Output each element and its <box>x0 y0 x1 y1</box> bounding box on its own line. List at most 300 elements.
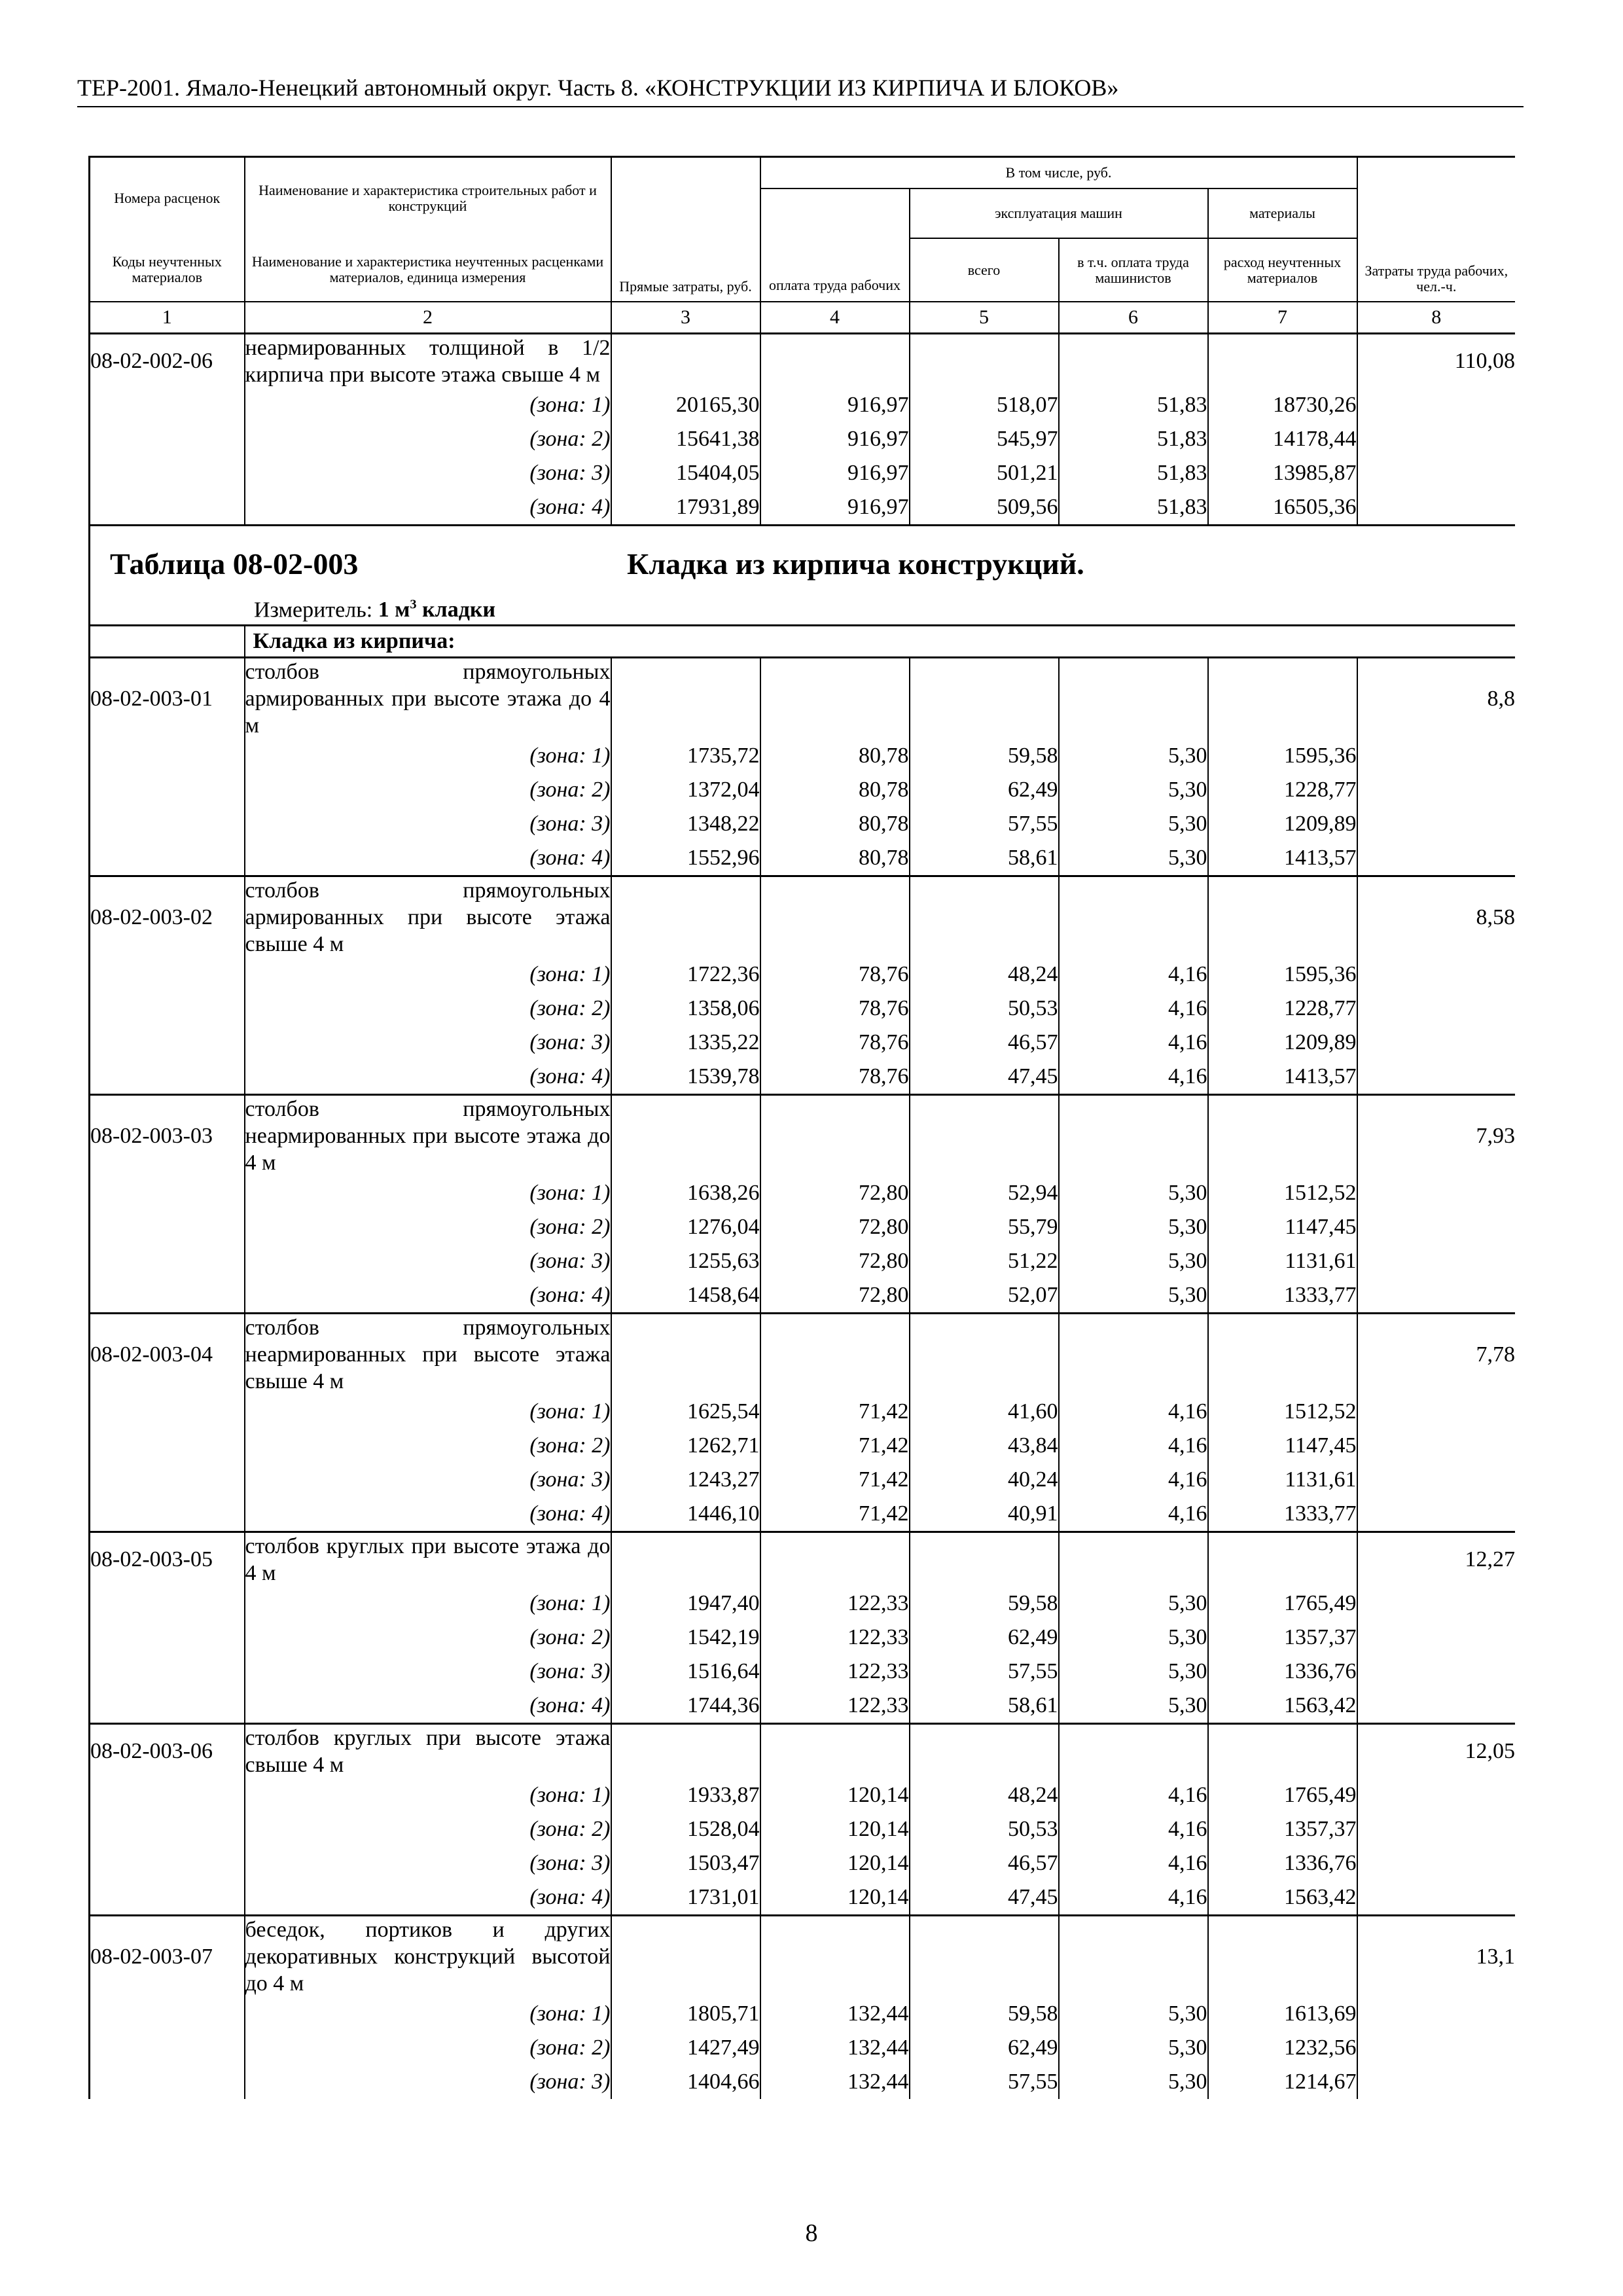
empty-cell <box>1357 807 1515 841</box>
empty-cell <box>910 334 1059 389</box>
header-direct-costs: Прямые затраты, руб. <box>611 157 760 302</box>
zone-label: (зона: 2) <box>245 992 611 1026</box>
materials-value: 1336,76 <box>1208 1846 1357 1880</box>
zone-label: (зона: 1) <box>245 1395 611 1429</box>
table-body <box>90 334 1516 2100</box>
table-row <box>90 1314 1516 1395</box>
wages-value: 78,76 <box>760 1060 910 1095</box>
empty-cell <box>1059 876 1208 958</box>
machines-value: 62,49 <box>910 773 1059 807</box>
materials-value: 1413,57 <box>1208 841 1357 876</box>
empty-cell <box>90 1689 245 1724</box>
empty-cell <box>760 876 910 958</box>
wages-value: 132,44 <box>760 2065 910 2099</box>
empty-cell <box>90 1176 245 1210</box>
machines-value: 47,45 <box>910 1880 1059 1916</box>
materials-value: 1563,42 <box>1208 1880 1357 1916</box>
empty-cell <box>1357 388 1515 422</box>
wages-value: 71,42 <box>760 1395 910 1429</box>
machines-value: 59,58 <box>910 1997 1059 2031</box>
empty-cell <box>1357 2031 1515 2065</box>
machines-value: 52,94 <box>910 1176 1059 1210</box>
labor-costs: 7,78 <box>1357 1314 1515 1395</box>
operators-value: 51,83 <box>1059 422 1208 456</box>
column-number: 3 <box>611 302 760 334</box>
wages-value: 120,14 <box>760 1846 910 1880</box>
zone-row <box>90 958 1516 992</box>
empty-cell <box>90 1429 245 1463</box>
zone-label: (зона: 3) <box>245 1463 611 1497</box>
materials-value: 1228,77 <box>1208 992 1357 1026</box>
empty-cell <box>90 1587 245 1621</box>
zone-row <box>90 2065 1516 2099</box>
materials-value: 1765,49 <box>1208 1778 1357 1812</box>
empty-cell <box>1208 658 1357 740</box>
empty-cell <box>90 1997 245 2031</box>
operators-value: 5,30 <box>1059 739 1208 773</box>
empty-cell <box>910 1916 1059 1998</box>
empty-cell <box>760 334 910 389</box>
empty-cell <box>1208 334 1357 389</box>
wages-value: 78,76 <box>760 958 910 992</box>
zone-label: (зона: 1) <box>245 1778 611 1812</box>
column-number: 5 <box>910 302 1059 334</box>
direct-costs-value: 1458,64 <box>611 1278 760 1314</box>
materials-value: 1413,57 <box>1208 1060 1357 1095</box>
header-work-name: Наименование и характеристика строительных работ и конструкций <box>245 157 611 239</box>
wages-value: 916,97 <box>760 456 910 490</box>
machines-value: 59,58 <box>910 1587 1059 1621</box>
zone-label: (зона: 2) <box>245 2031 611 2065</box>
rate-code: 08-02-003-01 <box>90 658 245 740</box>
zone-row <box>90 1655 1516 1689</box>
machines-value: 501,21 <box>910 456 1059 490</box>
empty-cell <box>1208 1724 1357 1779</box>
wages-value: 80,78 <box>760 807 910 841</box>
zone-label: (зона: 3) <box>245 456 611 490</box>
header-labor-costs: Затраты труда рабочих, чел.-ч. <box>1357 157 1515 302</box>
empty-cell <box>1208 876 1357 958</box>
operators-value: 5,30 <box>1059 1689 1208 1724</box>
empty-cell <box>611 1314 760 1395</box>
empty-cell <box>611 1095 760 1177</box>
materials-value: 1209,89 <box>1208 807 1357 841</box>
empty-cell <box>760 1532 910 1587</box>
rate-code: 08-02-003-07 <box>90 1916 245 1998</box>
zone-row <box>90 1621 1516 1655</box>
empty-cell <box>910 876 1059 958</box>
zone-row <box>90 1244 1516 1278</box>
machines-value: 509,56 <box>910 490 1059 526</box>
empty-cell <box>1357 1880 1515 1916</box>
wages-value: 72,80 <box>760 1244 910 1278</box>
zone-row <box>90 1812 1516 1846</box>
direct-costs-value: 1722,36 <box>611 958 760 992</box>
empty-cell <box>760 1095 910 1177</box>
rate-description: столбов прямоугольных неармированных при высоте этажа до 4 м <box>245 1095 611 1177</box>
direct-costs-value: 1744,36 <box>611 1689 760 1724</box>
wages-value: 72,80 <box>760 1278 910 1314</box>
materials-value: 1228,77 <box>1208 773 1357 807</box>
zone-row <box>90 1497 1516 1532</box>
operators-value: 5,30 <box>1059 1278 1208 1314</box>
table-row <box>90 1532 1516 1587</box>
wages-value: 120,14 <box>760 1880 910 1916</box>
running-header: ТЕР-2001. Ямало-Ненецкий автономный округ. Часть 8. «КОНСТРУКЦИИ ИЗ КИРПИЧА И БЛОКОВ» <box>77 73 1524 107</box>
section-heading: Кладка из кирпича: <box>245 626 1516 658</box>
materials-value: 1336,76 <box>1208 1655 1357 1689</box>
table-row <box>90 1724 1516 1779</box>
zone-row <box>90 1429 1516 1463</box>
machines-value: 545,97 <box>910 422 1059 456</box>
zone-row <box>90 1278 1516 1314</box>
labor-costs: 12,05 <box>1357 1724 1515 1779</box>
direct-costs-value: 1805,71 <box>611 1997 760 2031</box>
zone-label: (зона: 3) <box>245 1846 611 1880</box>
rate-code: 08-02-003-03 <box>90 1095 245 1177</box>
empty-cell <box>90 1846 245 1880</box>
operators-value: 4,16 <box>1059 1395 1208 1429</box>
rate-description: столбов круглых при высоте этажа до 4 м <box>245 1532 611 1587</box>
operators-value: 4,16 <box>1059 1497 1208 1532</box>
materials-value: 1333,77 <box>1208 1497 1357 1532</box>
machines-value: 41,60 <box>910 1395 1059 1429</box>
header-machines-group: эксплуатация машин <box>910 188 1208 238</box>
rate-description: столбов прямоугольных неармированных при высоте этажа свыше 4 м <box>245 1314 611 1395</box>
empty-cell <box>910 658 1059 740</box>
wages-value: 122,33 <box>760 1689 910 1724</box>
empty-cell <box>611 1532 760 1587</box>
zone-label: (зона: 1) <box>245 1176 611 1210</box>
table-title-row <box>90 526 1516 626</box>
empty-cell <box>90 2031 245 2065</box>
table-title-block <box>90 526 1515 624</box>
wages-value: 122,33 <box>760 1621 910 1655</box>
page-number: 8 <box>805 2219 818 2247</box>
rate-code: 08-02-003-05 <box>90 1532 245 1587</box>
column-number: 8 <box>1357 302 1515 334</box>
zone-row <box>90 773 1516 807</box>
empty-cell <box>1357 1846 1515 1880</box>
direct-costs-value: 15641,38 <box>611 422 760 456</box>
empty-cell <box>90 1655 245 1689</box>
machines-value: 43,84 <box>910 1429 1059 1463</box>
labor-costs: 13,1 <box>1357 1916 1515 1998</box>
operators-value: 5,30 <box>1059 1587 1208 1621</box>
empty-cell <box>910 1314 1059 1395</box>
zone-row <box>90 807 1516 841</box>
measure-superscript: 3 <box>410 598 417 612</box>
empty-cell <box>1357 1244 1515 1278</box>
materials-value: 1765,49 <box>1208 1587 1357 1621</box>
wages-value: 71,42 <box>760 1463 910 1497</box>
materials-value: 1512,52 <box>1208 1395 1357 1429</box>
rates-table <box>88 156 1515 2099</box>
materials-value: 1209,89 <box>1208 1026 1357 1060</box>
materials-value: 1595,36 <box>1208 958 1357 992</box>
empty-cell <box>910 1724 1059 1779</box>
zone-label: (зона: 2) <box>245 422 611 456</box>
header-unaccounted-materials: расход неучтенных материалов <box>1208 238 1357 302</box>
empty-cell <box>1357 1997 1515 2031</box>
empty-cell <box>611 658 760 740</box>
operators-value: 4,16 <box>1059 1812 1208 1846</box>
labor-costs: 8,58 <box>1357 876 1515 958</box>
direct-costs-value: 1446,10 <box>611 1497 760 1532</box>
materials-value: 1357,37 <box>1208 1812 1357 1846</box>
rate-description: столбов прямоугольных армированных при высоте этажа до 4 м <box>245 658 611 740</box>
empty-cell <box>1357 1778 1515 1812</box>
machines-value: 48,24 <box>910 1778 1059 1812</box>
empty-cell <box>1357 739 1515 773</box>
header-wages: оплата труда рабочих <box>760 188 910 302</box>
table-row <box>90 658 1516 740</box>
wages-value: 78,76 <box>760 992 910 1026</box>
zone-label: (зона: 4) <box>245 1060 611 1095</box>
rate-description: столбов прямоугольных армированных при высоте этажа свыше 4 м <box>245 876 611 958</box>
operators-value: 4,16 <box>1059 1060 1208 1095</box>
empty-cell <box>1208 1916 1357 1998</box>
labor-costs: 7,93 <box>1357 1095 1515 1177</box>
operators-value: 5,30 <box>1059 2065 1208 2099</box>
column-number: 4 <box>760 302 910 334</box>
materials-value: 13985,87 <box>1208 456 1357 490</box>
empty-cell <box>1357 1429 1515 1463</box>
machines-value: 50,53 <box>910 992 1059 1026</box>
zone-label: (зона: 4) <box>245 1497 611 1532</box>
wages-value: 72,80 <box>760 1210 910 1244</box>
empty-cell <box>90 1026 245 1060</box>
empty-cell <box>1357 2065 1515 2099</box>
machines-value: 40,91 <box>910 1497 1059 1532</box>
empty-cell <box>1357 1176 1515 1210</box>
direct-costs-value: 1735,72 <box>611 739 760 773</box>
materials-value: 1147,45 <box>1208 1210 1357 1244</box>
zone-label: (зона: 1) <box>245 739 611 773</box>
empty-cell <box>1059 1916 1208 1998</box>
empty-cell <box>90 1812 245 1846</box>
materials-value: 1613,69 <box>1208 1997 1357 2031</box>
machines-value: 47,45 <box>910 1060 1059 1095</box>
operators-value: 5,30 <box>1059 841 1208 876</box>
direct-costs-value: 1243,27 <box>611 1463 760 1497</box>
zone-label: (зона: 1) <box>245 1587 611 1621</box>
wages-value: 916,97 <box>760 388 910 422</box>
empty-cell <box>760 1916 910 1998</box>
operators-value: 5,30 <box>1059 2031 1208 2065</box>
operators-value: 5,30 <box>1059 1244 1208 1278</box>
direct-costs-value: 1404,66 <box>611 2065 760 2099</box>
empty-cell <box>90 739 245 773</box>
empty-cell <box>1059 334 1208 389</box>
empty-cell <box>90 1210 245 1244</box>
materials-value: 16505,36 <box>1208 490 1357 526</box>
zone-row <box>90 1587 1516 1621</box>
machines-value: 46,57 <box>910 1026 1059 1060</box>
empty-cell <box>1059 1095 1208 1177</box>
wages-value: 122,33 <box>760 1587 910 1621</box>
direct-costs-value: 15404,05 <box>611 456 760 490</box>
operators-value: 5,30 <box>1059 1621 1208 1655</box>
table-number: Таблица 08-02-003 <box>110 547 359 581</box>
measure-unit <box>254 592 495 623</box>
direct-costs-value: 17931,89 <box>611 490 760 526</box>
empty-cell <box>1357 773 1515 807</box>
labor-costs: 12,27 <box>1357 1532 1515 1587</box>
operators-value: 51,83 <box>1059 456 1208 490</box>
machines-value: 46,57 <box>910 1846 1059 1880</box>
direct-costs-value: 1358,06 <box>611 992 760 1026</box>
operators-value: 5,30 <box>1059 1997 1208 2031</box>
wages-value: 71,42 <box>760 1429 910 1463</box>
empty-cell <box>611 1724 760 1779</box>
header-materials-group: материалы <box>1208 188 1357 238</box>
machines-value: 57,55 <box>910 807 1059 841</box>
direct-costs-value: 1335,22 <box>611 1026 760 1060</box>
empty-cell <box>1357 422 1515 456</box>
zone-label: (зона: 2) <box>245 1812 611 1846</box>
header-including-group: В том числе, руб. <box>760 157 1357 189</box>
empty-cell <box>90 807 245 841</box>
zone-row <box>90 739 1516 773</box>
zone-label: (зона: 1) <box>245 1997 611 2031</box>
empty-cell <box>90 1278 245 1314</box>
empty-cell <box>90 1880 245 1916</box>
zone-row <box>90 388 1516 422</box>
operators-value: 4,16 <box>1059 1846 1208 1880</box>
empty-cell <box>1357 1497 1515 1532</box>
column-number: 7 <box>1208 302 1357 334</box>
zone-row <box>90 841 1516 876</box>
operators-value: 5,30 <box>1059 1655 1208 1689</box>
operators-value: 4,16 <box>1059 1463 1208 1497</box>
wages-value: 916,97 <box>760 490 910 526</box>
zone-label: (зона: 4) <box>245 490 611 526</box>
zone-label: (зона: 4) <box>245 841 611 876</box>
empty-cell <box>90 456 245 490</box>
materials-value: 1563,42 <box>1208 1689 1357 1724</box>
operators-value: 51,83 <box>1059 388 1208 422</box>
materials-value: 1357,37 <box>1208 1621 1357 1655</box>
rate-description: столбов круглых при высоте этажа свыше 4 м <box>245 1724 611 1779</box>
empty-cell <box>760 658 910 740</box>
wages-value: 71,42 <box>760 1497 910 1532</box>
zone-label: (зона: 4) <box>245 1689 611 1724</box>
zone-label: (зона: 1) <box>245 388 611 422</box>
materials-value: 1131,61 <box>1208 1244 1357 1278</box>
materials-value: 14178,44 <box>1208 422 1357 456</box>
zone-row <box>90 422 1516 456</box>
empty-cell <box>1357 958 1515 992</box>
zone-label: (зона: 3) <box>245 1026 611 1060</box>
wages-value: 78,76 <box>760 1026 910 1060</box>
empty-cell <box>1357 456 1515 490</box>
machines-value: 59,58 <box>910 739 1059 773</box>
materials-value: 1131,61 <box>1208 1463 1357 1497</box>
materials-value: 1232,56 <box>1208 2031 1357 2065</box>
machines-value: 57,55 <box>910 1655 1059 1689</box>
empty-cell <box>90 1060 245 1095</box>
machines-value: 518,07 <box>910 388 1059 422</box>
empty-cell <box>910 1095 1059 1177</box>
empty-cell <box>90 1244 245 1278</box>
empty-cell <box>611 334 760 389</box>
machines-value: 48,24 <box>910 958 1059 992</box>
empty-cell <box>1357 1210 1515 1244</box>
zone-row <box>90 1395 1516 1429</box>
header-machines-total: всего <box>910 238 1059 302</box>
empty-cell <box>1357 1587 1515 1621</box>
empty-cell <box>1357 1812 1515 1846</box>
empty-cell <box>1357 1655 1515 1689</box>
operators-value: 4,16 <box>1059 1880 1208 1916</box>
empty-cell <box>1208 1532 1357 1587</box>
materials-value: 1147,45 <box>1208 1429 1357 1463</box>
machines-value: 58,61 <box>910 841 1059 876</box>
empty-cell <box>1208 1314 1357 1395</box>
rates-table-container <box>88 156 1515 2185</box>
header-material-names: Наименование и характеристика неучтенных расценками материалов, единица измерения <box>245 238 611 302</box>
header-rate-number: Номера расценок <box>90 157 245 239</box>
zone-row <box>90 2031 1516 2065</box>
direct-costs-value: 1731,01 <box>611 1880 760 1916</box>
column-numbers-row <box>90 302 1516 334</box>
empty-cell <box>910 1532 1059 1587</box>
empty-cell <box>90 626 245 658</box>
direct-costs-value: 1552,96 <box>611 841 760 876</box>
machines-value: 57,55 <box>910 2065 1059 2099</box>
empty-cell <box>1357 1026 1515 1060</box>
wages-value: 916,97 <box>760 422 910 456</box>
zone-label: (зона: 2) <box>245 1210 611 1244</box>
direct-costs-value: 1276,04 <box>611 1210 760 1244</box>
direct-costs-value: 1947,40 <box>611 1587 760 1621</box>
wages-value: 120,14 <box>760 1812 910 1846</box>
zone-row <box>90 1997 1516 2031</box>
wages-value: 80,78 <box>760 739 910 773</box>
empty-cell <box>90 1497 245 1532</box>
measure-tail: кладки <box>422 598 496 622</box>
direct-costs-value: 1427,49 <box>611 2031 760 2065</box>
empty-cell <box>1357 992 1515 1026</box>
empty-cell <box>90 490 245 526</box>
zone-label: (зона: 3) <box>245 2065 611 2099</box>
empty-cell <box>760 1724 910 1779</box>
empty-cell <box>1208 1095 1357 1177</box>
direct-costs-value: 1625,54 <box>611 1395 760 1429</box>
empty-cell <box>90 422 245 456</box>
empty-cell <box>90 1778 245 1812</box>
wages-value: 120,14 <box>760 1778 910 1812</box>
column-number: 2 <box>245 302 611 334</box>
empty-cell <box>1357 1689 1515 1724</box>
operators-value: 5,30 <box>1059 807 1208 841</box>
zone-row <box>90 1846 1516 1880</box>
empty-cell <box>1357 1463 1515 1497</box>
empty-cell <box>1357 1621 1515 1655</box>
empty-cell <box>1357 490 1515 526</box>
zone-row <box>90 1060 1516 1095</box>
zone-label: (зона: 4) <box>245 1880 611 1916</box>
wages-value: 122,33 <box>760 1655 910 1689</box>
empty-cell <box>90 992 245 1026</box>
operators-value: 4,16 <box>1059 1429 1208 1463</box>
zone-row <box>90 1880 1516 1916</box>
machines-value: 58,61 <box>910 1689 1059 1724</box>
empty-cell <box>1357 1060 1515 1095</box>
header-machine-operators: в т.ч. оплата труда машинистов <box>1059 238 1208 302</box>
empty-cell <box>90 388 245 422</box>
